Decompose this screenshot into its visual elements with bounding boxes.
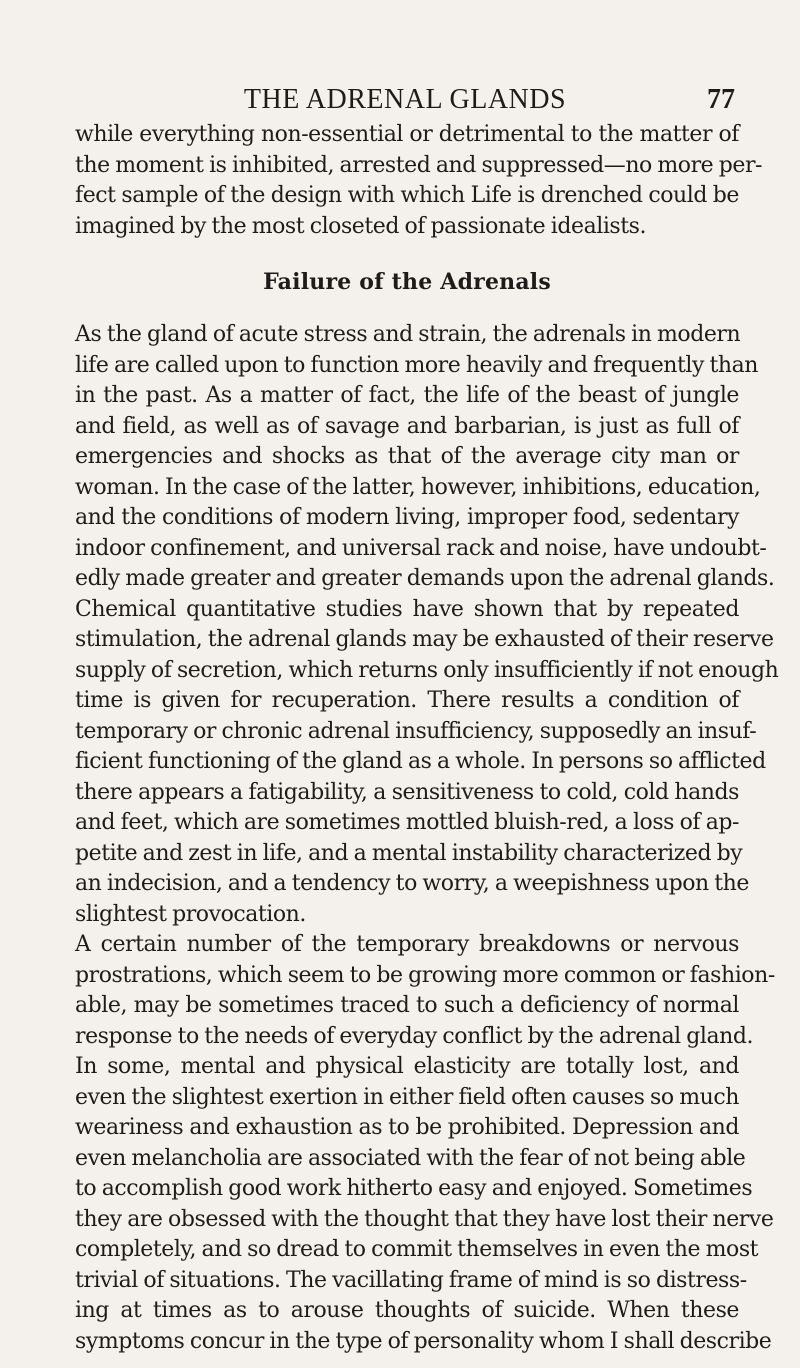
text-line: petite and zest in life, and a mental instability characterized by xyxy=(75,840,743,866)
text-line: emergencies and shocks as that of the average city man or xyxy=(75,444,739,469)
text-line: time is given for recuperation. There results a condition of xyxy=(75,688,739,713)
text-line: imagined by the most closeted of passionate idealists. xyxy=(75,213,647,239)
text-line: even the slightest exertion in either field often causes so much xyxy=(75,1084,739,1110)
text-line: an indecision, and a tendency to worry, a weepishness upon the xyxy=(75,871,749,896)
text-line: the moment is inhibited, arrested and suppressed—no more per- xyxy=(75,152,763,178)
text-line: fect sample of the design with which Life is drenched could be xyxy=(75,183,739,208)
section-heading: Failure of the Adrenals xyxy=(263,269,551,295)
text-line: response to the needs of everyday conflict by the adrenal gland. xyxy=(75,1023,754,1049)
page-number: 77 xyxy=(707,84,735,115)
text-line: and the conditions of modern living, improper food, sedentary xyxy=(75,505,739,530)
body-text xyxy=(75,120,779,1357)
text-line: prostrations, which seem to be growing more common or fashion- xyxy=(75,962,775,988)
text-line: slightest provocation. xyxy=(75,901,306,927)
text-line: weariness and exhaustion as to be prohibited. Depression and xyxy=(75,1115,739,1140)
text-line: indoor confinement, and universal rack and noise, have undoubt- xyxy=(75,535,767,561)
text-line: As the gland of acute stress and strain, the adrenals in modern xyxy=(75,322,741,347)
text-line: and field, as well as of savage and barbarian, is just as full of xyxy=(75,413,739,439)
running-head xyxy=(75,80,735,120)
text-line: completely, and so dread to commit themselves in even the most xyxy=(75,1237,759,1262)
text-line: stimulation, the adrenal glands may be exhausted of their reserve xyxy=(75,627,774,652)
paragraph-breakdowns xyxy=(75,930,775,1357)
text-line: Chemical quantitative studies have shown that by repeated xyxy=(75,596,739,622)
paragraph-adrenal-stress xyxy=(75,320,779,930)
text-line: A certain number of the temporary breakdowns or nervous xyxy=(75,932,739,957)
text-line: to accomplish good work hitherto easy and enjoyed. Sometimes xyxy=(75,1176,753,1201)
text-line: ing at times as to arouse thoughts of suicide. When these xyxy=(75,1298,739,1323)
text-line: symptoms concur in the type of personality whom I shall describe xyxy=(75,1328,772,1354)
text-line: trivial of situations. The vacillating frame of mind is so distress- xyxy=(75,1267,747,1293)
text-line: In some, mental and physical elasticity are totally lost, and xyxy=(75,1054,739,1079)
text-line: woman. In the case of the latter, however, inhibitions, education, xyxy=(75,474,761,500)
text-line: temporary or chronic adrenal insufficiency, supposedly an insuf- xyxy=(75,718,757,744)
text-line: ficient functioning of the gland as a whole. In persons so afflicted xyxy=(75,749,766,774)
text-line: even melancholia are associated with the fear of not being able xyxy=(75,1145,746,1171)
text-line: in the past. As a matter of fact, the life of the beast of jungle xyxy=(75,383,739,408)
text-line: while everything non-essential or detrimental to the matter of xyxy=(75,122,739,147)
text-line: they are obsessed with the thought that they have lost their nerve xyxy=(75,1206,774,1232)
text-line: and feet, which are sometimes mottled bluish-red, a loss of ap- xyxy=(75,810,739,835)
paragraph-continuation xyxy=(75,120,763,242)
text-line: edly made greater and greater demands upon the adrenal glands. xyxy=(75,566,775,591)
text-line: supply of secretion, which returns only insufficiently if not enough xyxy=(75,657,779,683)
text-line: there appears a fatigability, a sensitiveness to cold, cold hands xyxy=(75,779,739,805)
text-line: able, may be sometimes traced to such a deficiency of normal xyxy=(75,993,739,1018)
text-line: life are called upon to function more heavily and frequently than xyxy=(75,352,758,378)
running-title: THE ADRENAL GLANDS xyxy=(243,84,567,115)
